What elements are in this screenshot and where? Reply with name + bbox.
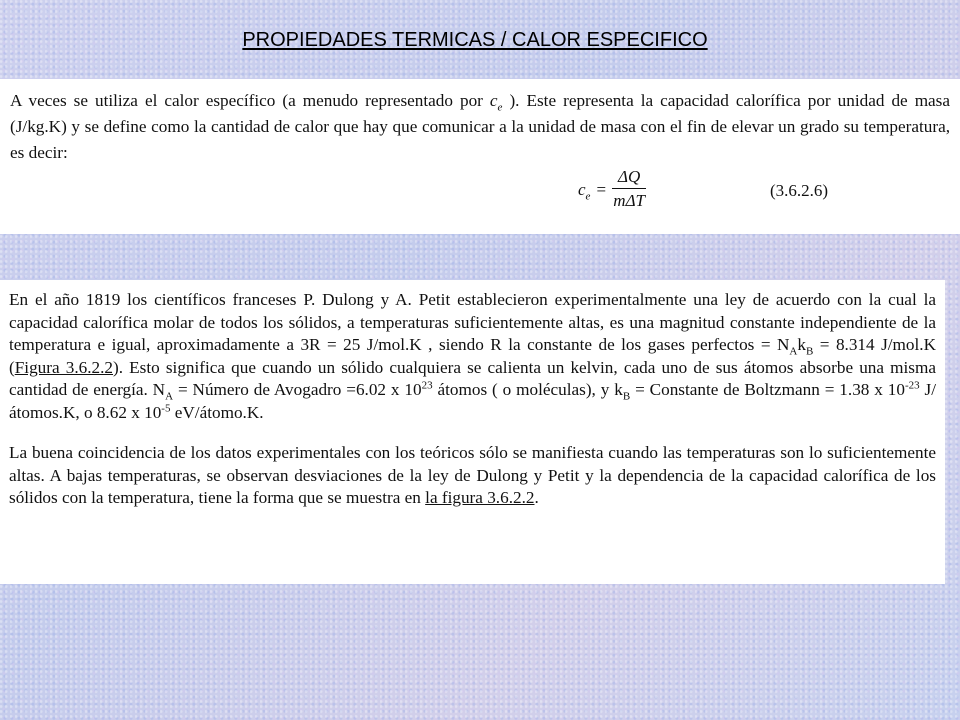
- formula-numerator: ΔQ: [612, 166, 646, 189]
- figure-link[interactable]: Figura 3.6.2.2: [14, 357, 114, 377]
- dulong-petit-panel: [0, 280, 945, 584]
- definition-panel: [0, 79, 960, 234]
- formula-denominator: mΔT: [613, 191, 646, 210]
- page-title: PROPIEDADES TERMICAS / CALOR ESPECIFICO: [242, 29, 708, 51]
- dulong-petit-paragraph: En el año 1819 los científicos franceses P. Dulong y A. Petit establecieron experimentalmente una ley de acuerdo con la cual la capacidad calorífica molar de todos los sólidos, a temperaturas suficientemente altas, es una magnitud constante independiente de la temperatura e igual, aproximadamente a 3R = 25 J/mol.K , siendo R la constante de los gases perfectos = $N_Ak_B = 8.314$ J/mol.K (Figura 3.6.2.2). Esto significa que cuando un sólido cualquiera se calienta un kelvin, cada uno de sus átomos absorbe una misma cantidad de energía. $N_A$ = Número de Avogadro =6.02 x $10^{23}$ átomos ( o moléculas), y $k_B$ = Constante de Boltzmann = 1.38 x $10^{-23}$ J/átomos.K, o 8.62 x $10^{-5}$ eV/átomo.K.: [9, 290, 936, 422]
- low-temperature-paragraph: La buena coincidencia de los datos experimentales con los teóricos sólo se manifiesta cuando las temperaturas son lo suficientemente altas. A bajas temperaturas, se observan desviaciones de la ley de Dulong y Petit y la dependencia de la capacidad calorífica de los sólidos con la temperatura, tiene la forma que se muestra en la figura 3.6.2.2.: [9, 443, 936, 507]
- equation-number: (3.6.2.6): [770, 181, 829, 200]
- definition-text: A veces se utiliza el calor específico (a menudo representado por $c_e$ ). Este representa la capacidad calorífica por unidad de masa (J/kg.K) y se define como la cantidad de calor que hay que comunicar a la unidad de masa con el fin de elevar un grado su temperatura, es decir:: [10, 91, 951, 162]
- figure-link-2[interactable]: la figura 3.6.2.2: [425, 488, 535, 507]
- formula-row: [10, 166, 950, 226]
- specific-heat-formula: $c_e$ = $\frac{\Delta Q}{\text{mΔT}}$: [578, 166, 646, 213]
